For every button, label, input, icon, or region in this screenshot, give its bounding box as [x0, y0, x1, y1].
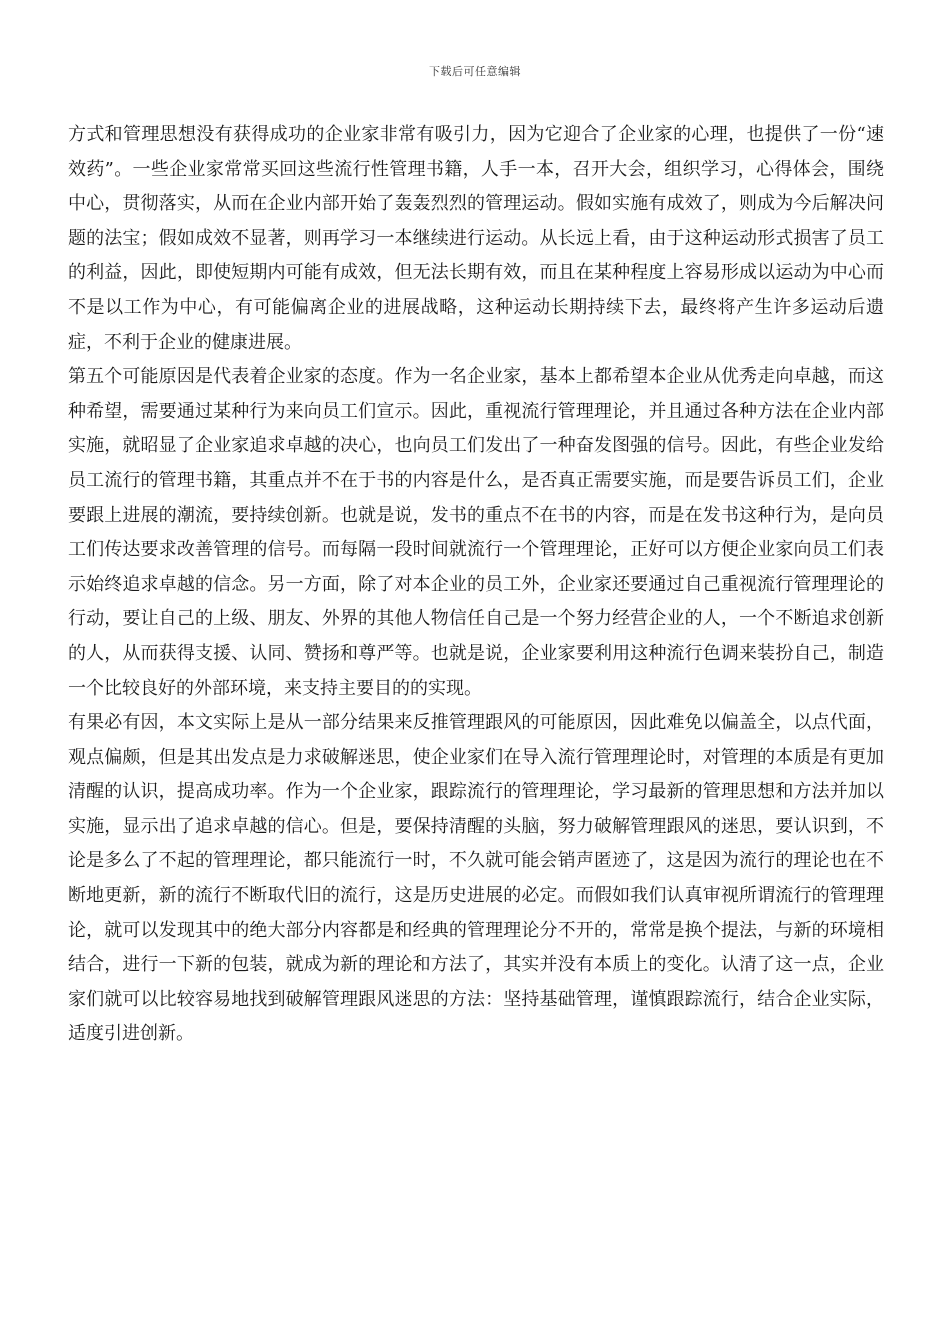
- document-body: [68, 118, 884, 1052]
- page-header: 下载后可任意编辑: [429, 65, 521, 78]
- paragraph-1: 方式和管理思想没有获得成功的企业家非常有吸引力，因为它迎合了企业家的心理，也提供了一份“速效药”。一些企业家常常买回这些流行性管理书籍，人手一本，召开大会，组织学习，心得体会，围绕中心，贯彻落实，从而在企业内部开始了轰轰烈烈的管理运动。假如实施有成效了，则成为今后解决问题的法宝；假如成效不显著，则再学习一本继续进行运动。从长远上看，由于这种运动形式损害了员工的利益，因此，即使短期内可能有成效，但无法长期有效，而且在某种程度上容易形成以运动为中心而不是以工作为中心，有可能偏离企业的进展战略，这种运动长期持续下去，最终将产生许多运动后遗症，不利于企业的健康进展。: [68, 124, 884, 353]
- paragraph-3: 有果必有因，本文实际上是从一部分结果来反推管理跟风的可能原因，因此难免以偏盖全，以点代面，观点偏颇，但是其出发点是力求破解迷思，使企业家们在导入流行管理理论时，对管理的本质是有更加清醒的认识，提高成功率。作为一个企业家，跟踪流行的管理理论，学习最新的管理思想和方法并加以实施，显示出了追求卓越的信心。但是，要保持清醒的头脑，努力破解管理跟风的迷思，要认识到，不论是多么了不起的管理理论，都只能流行一时，不久就可能会销声匿迹了，这是因为流行的理论也在不断地更新，新的流行不断取代旧的流行，这是历史进展的必定。而假如我们认真审视所谓流行的管理理论，就可以发现其中的绝大部分内容都是和经典的管理理论分不开的，常常是换个提法，与新的环境相结合，进行一下新的包装，就成为新的理论和方法了，其实并没有本质上的变化。认清了这一点，企业家们就可以比较容易地找到破解管理跟风迷思的方法：坚持基础管理，谨慎跟踪流行，结合企业实际，适度引进创新。: [68, 712, 884, 1045]
- paragraph-2: 第五个可能原因是代表着企业家的态度。作为一名企业家，基本上都希望本企业从优秀走向卓越，而这种希望，需要通过某种行为来向员工们宣示。因此，重视流行管理理论，并且通过各种方法在企业内部实施，就昭显了企业家追求卓越的决心，也向员工们发出了一种奋发图强的信号。因此，有些企业发给员工流行的管理书籍，其重点并不在于书的内容是什么，是否真正需要实施，而是要告诉员工们，企业要跟上进展的潮流，要持续创新。也就是说，发书的重点不在书的内容，而是在发书这种行为，是向员工们传达要求改善管理的信号。而每隔一段时间就流行一个管理理论，正好可以方便企业家向员工们表示始终追求卓越的信念。另一方面，除了对本企业的员工外，企业家还要通过自己重视流行管理理论的行动，要让自己的上级、朋友、外界的其他人物信任自己是一个努力经营企业的人，一个不断追求创新的人，从而获得支援、认同、赞扬和尊严等。也就是说，企业家要利用这种流行色调来装扮自己，制造一个比较良好的外部环境，来支持主要目的的实现。: [68, 366, 884, 699]
